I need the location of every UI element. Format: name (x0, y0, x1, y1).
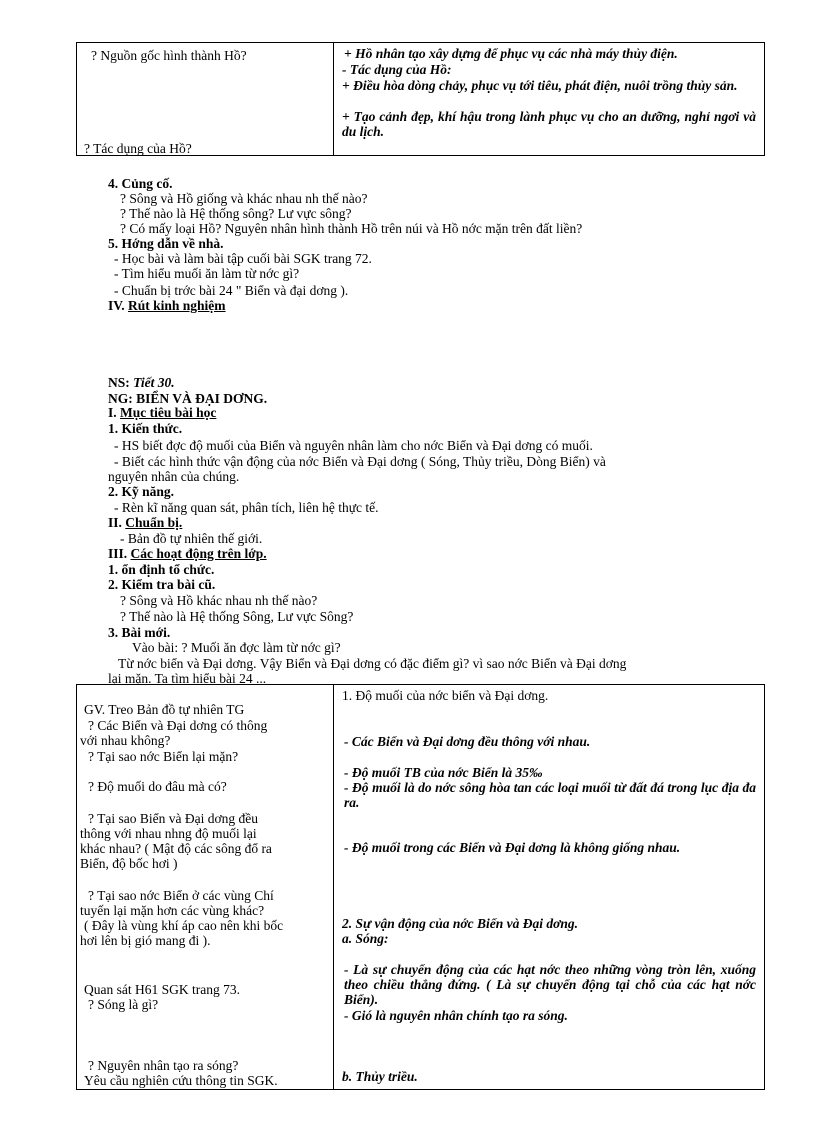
lesson-title: BIỂN VÀ ĐẠI DƠNG. (136, 391, 268, 406)
section-iii-number: III. (108, 546, 128, 561)
tb-right-1: - Các Biển và Đại dơng đều thông với nhau. (344, 734, 591, 749)
tb-left-11: tuyến lại mặn hơn các vùng khác? (80, 903, 265, 918)
tb-left-16: ? Nguyên nhân tạo ra sóng? (88, 1058, 239, 1073)
table-top-right-2: - Tác dụng của Hồ: (342, 62, 452, 77)
section-ii-number: II. (108, 515, 122, 530)
tb-right-b: b. Thủy triều. (342, 1069, 418, 1084)
intro-2: Từ nớc biển và Đại dơng. Vậy Biển và Đại dơng có đặc điểm gì? vì sao nớc Biển và Đại dơng (118, 656, 627, 671)
ng-label: NG: (108, 391, 133, 406)
tb-right-heading-1: 1. Độ muối của nớc biển và Đại dơng. (342, 688, 549, 703)
intro-1: Vào bài: ? Muối ăn đợc làm từ nớc gì? (132, 640, 341, 655)
knowledge-2-cont: nguyên nhân của chúng. (108, 469, 240, 484)
section-i-number: I. (108, 405, 117, 420)
skills-heading: 2. Kỹ năng. (108, 484, 175, 499)
tb-left-5: ? Độ muối do đâu mà có? (88, 779, 227, 794)
tb-left-1: GV. Treo Bản đồ tự nhiên TG (84, 702, 245, 717)
tb-left-2: ? Các Biển và Đại dơng có thông (88, 718, 268, 733)
tb-left-4: ? Tại sao nớc Biển lại mặn? (88, 749, 239, 764)
knowledge-2: - Biết các hình thức vận động của nớc Biển và Đại dơng ( Sóng, Thủy triều, Dòng Biển) và (114, 454, 606, 469)
review-q1: ? Sông và Hồ giống và khác nhau nh thế nào? (120, 191, 368, 206)
review-q2: ? Thế nào là Hệ thống sông? Lư vực sông? (120, 206, 352, 221)
tb-right-4: - Độ muối trong các Biển và Đại dơng là không giống nhau. (344, 840, 681, 855)
check-q2: ? Thế nào là Hệ thống Sông, Lư vực Sông? (120, 609, 354, 624)
step-2: 2. Kiểm tra bài cũ. (108, 577, 216, 592)
tb-right-6: - Gió là nguyên nhân chính tạo ra sóng. (344, 1008, 568, 1023)
check-q1: ? Sông và Hồ khác nhau nh thế nào? (120, 593, 318, 608)
section-ii-heading (108, 515, 182, 530)
step-1: 1. ổn định tổ chức. (108, 562, 215, 577)
knowledge-1: - HS biết đợc độ muối của Biển và nguyên nhân làm cho nớc Biển và Đại dơng có muối. (114, 438, 593, 453)
homework-1: - Học bài và làm bài tập cuối bài SGK trang 72. (114, 251, 372, 266)
tb-right-5: - Là sự chuyển động của các hạt nớc theo những vòng tròn lên, xuống theo chiều thẳng đứng. ( Là sự chuyển động tại chỗ của các hạt nớc Biển). (344, 962, 756, 1007)
tb-left-8: khác nhau? ( Mật độ các sông đổ ra (80, 841, 272, 856)
tb-left-9: Biển, độ bốc hơi ) (80, 856, 178, 871)
section-iii-title: Các hoạt động trên lớp. (130, 546, 267, 561)
section-5-heading: 5. Hớng dẫn về nhà. (108, 236, 224, 251)
tb-left-13: hơi lên bị gió mang đi ). (80, 933, 211, 948)
section-iv-heading (108, 298, 226, 313)
tb-left-17: Yêu cầu nghiên cứu thông tin SGK. (84, 1073, 278, 1088)
table-top-left-q1: ? Nguồn gốc hình thành Hồ? (91, 48, 247, 63)
table-top-left-q2: ? Tác dụng của Hồ? (84, 141, 192, 156)
prep-1: - Bản đồ tự nhiên thế giới. (120, 531, 263, 546)
table-top-right-3: + Điều hòa dòng chảy, phục vụ tới tiêu, phát điện, nuôi trồng thủy sản. (342, 78, 738, 93)
tb-left-7: thông với nhau nhng độ muối lại (80, 826, 257, 841)
ng-line (108, 391, 267, 406)
section-ii-title: Chuẩn bị. (125, 515, 183, 530)
homework-3: - Chuẩn bị trớc bài 24 " Biển và đại dơng ). (114, 283, 349, 298)
step-3: 3. Bài mới. (108, 625, 171, 640)
section-i-title: Mục tiêu bài học (120, 405, 217, 420)
intro-3: lại mặn. Ta tìm hiểu bài 24 ... (108, 671, 267, 686)
tb-left-6: ? Tại sao Biển và Đại dơng đều (88, 811, 258, 826)
lesson-number: Tiết 30. (133, 375, 175, 390)
tb-left-14: Quan sát H61 SGK trang 73. (84, 982, 240, 997)
knowledge-heading: 1. Kiến thức. (108, 421, 183, 436)
tb-right-2: - Độ muối TB của nớc Biển là 35‰ (344, 765, 543, 780)
section-iv-number: IV. (108, 298, 125, 313)
section-i-heading (108, 405, 216, 420)
tb-left-12: ( Đây là vùng khí áp cao nên khi bốc (84, 918, 284, 933)
table-bottom-divider (333, 684, 334, 1090)
homework-2: - Tìm hiểu muối ăn làm từ nớc gì? (114, 266, 300, 281)
tb-left-3: với nhau không? (80, 733, 171, 748)
tb-right-heading-2: 2. Sự vận động của nớc Biển và Đại dơng. (342, 916, 578, 931)
tb-left-15: ? Sóng là gì? (88, 997, 159, 1012)
section-iii-heading (108, 546, 267, 561)
ns-label: NS: (108, 375, 130, 390)
skills-1: - Rèn kĩ năng quan sát, phân tích, liên hệ thực tế. (114, 500, 379, 515)
table-top-right-4: + Tạo cảnh đẹp, khí hậu trong lành phục vụ cho an dưỡng, nghỉ ngơi và du lịch. (342, 109, 756, 139)
table-top-divider (333, 42, 334, 156)
review-q3: ? Có mấy loại Hồ? Nguyên nhân hình thành Hồ trên núi và Hồ nớc mặn trên đất liền? (120, 221, 583, 236)
section-4-heading: 4. Củng cố. (108, 176, 173, 191)
section-iv-title: Rút kinh nghiệm (128, 298, 226, 313)
ns-line (108, 375, 175, 390)
tb-right-3: - Độ muối là do nớc sông hòa tan các loại muối từ đất đá trong lục địa đa ra. (344, 780, 756, 810)
tb-right-a: a. Sóng: (342, 931, 389, 946)
table-top-right-1: + Hồ nhân tạo xây dựng để phục vụ các nhà máy thủy điện. (344, 46, 678, 61)
tb-left-10: ? Tại sao nớc Biển ở các vùng Chí (88, 888, 274, 903)
